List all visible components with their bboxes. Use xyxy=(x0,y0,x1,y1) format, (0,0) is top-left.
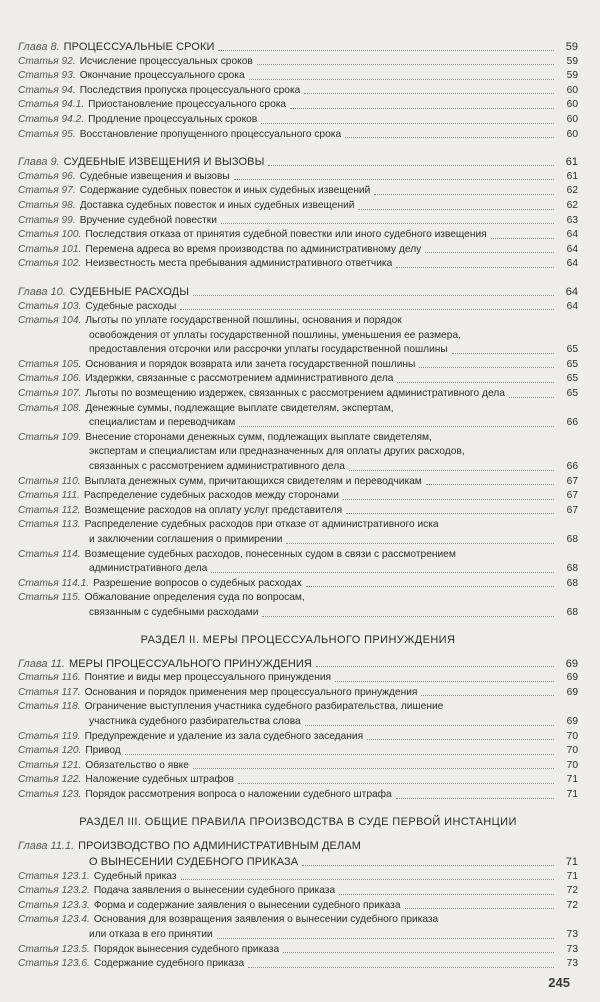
article-title: связанных с рассмотрением административного дела xyxy=(89,461,345,473)
page-ref: 73 xyxy=(566,929,578,941)
article-entry[interactable] xyxy=(18,870,578,885)
page-ref: 69 xyxy=(566,715,578,727)
dot-leader xyxy=(396,798,554,799)
dot-leader xyxy=(367,739,554,740)
article-title: Льготы по возмещению издержек, связанных с рассмотрением административного дела xyxy=(85,388,505,400)
dot-leader xyxy=(180,309,554,310)
article-title: Судебные расходы xyxy=(85,300,177,312)
article-title: Разрешение вопросов о судебных расходах xyxy=(93,577,302,589)
article-number: Статья 108. xyxy=(18,402,82,414)
article-entry[interactable] xyxy=(18,431,578,446)
page-ref: 72 xyxy=(566,899,578,911)
dot-leader xyxy=(261,123,554,124)
part-heading: РАЗДЕЛ II. МЕРЫ ПРОЦЕССУАЛЬНОГО ПРИНУЖДЕНИЯ xyxy=(140,633,456,646)
article-title: Основания и порядок возврата или зачета государственной пошлины xyxy=(85,358,416,370)
dot-leader xyxy=(234,179,554,180)
chapter-title: ПРОЦЕССУАЛЬНЫЕ СРОКИ xyxy=(63,41,215,53)
article-number: Статья 111. xyxy=(18,490,80,502)
article-number: Статья 113. xyxy=(18,519,81,531)
article-title: Порядок вынесения судебного приказа xyxy=(93,943,280,955)
page-ref: 71 xyxy=(565,856,578,869)
article-number: Статья 116. xyxy=(18,672,81,684)
dot-leader xyxy=(249,79,554,80)
article-number: Статья 94. xyxy=(18,84,76,96)
dot-leader xyxy=(283,952,554,953)
dot-leader xyxy=(218,50,554,51)
chapter-entry[interactable] xyxy=(18,285,578,300)
dot-leader xyxy=(426,484,554,485)
page-ref: 68 xyxy=(566,606,578,618)
article-number: Статья 95. xyxy=(18,128,76,140)
page-ref: 60 xyxy=(566,113,578,125)
dot-leader xyxy=(452,353,554,354)
chapter-entry[interactable] xyxy=(18,657,578,672)
entry-continuation[interactable] xyxy=(18,445,578,460)
entry-continuation[interactable] xyxy=(18,562,578,577)
article-title: Внесение сторонами денежных сумм, подлежащих выплате свидетелям, xyxy=(85,431,432,443)
page-ref: 60 xyxy=(566,128,578,140)
article-number: Статья 112. xyxy=(18,504,81,516)
article-entry[interactable] xyxy=(18,55,578,70)
section-gap xyxy=(18,272,578,281)
dot-leader xyxy=(268,165,554,166)
article-title: Форма и содержание заявления о вынесении судебного приказа xyxy=(93,899,401,911)
table-of-contents xyxy=(18,40,578,972)
article-entry[interactable] xyxy=(18,69,578,84)
article-number: Статья 122. xyxy=(18,774,82,786)
page-ref: 64 xyxy=(566,258,578,270)
article-number: Статья 110. xyxy=(18,475,81,487)
entry-continuation[interactable] xyxy=(18,460,578,475)
chapter-number: Глава 11.1. xyxy=(18,839,75,852)
article-number: Статья 123.4. xyxy=(18,914,90,926)
entry-continuation[interactable] xyxy=(18,606,578,621)
page-ref: 66 xyxy=(566,417,578,429)
chapter-number: Глава 9. xyxy=(18,156,60,169)
article-title: Перемена адреса во время производства по административному делу xyxy=(85,243,422,255)
article-title: Судебные извещения и вызовы xyxy=(79,170,230,182)
page-ref: 64 xyxy=(566,243,578,255)
chapter-title: СУДЕБНЫЕ РАСХОДЫ xyxy=(69,285,190,298)
page-ref: 61 xyxy=(566,170,578,182)
page-ref: 72 xyxy=(566,885,578,897)
article-number: Статья 104. xyxy=(18,315,82,327)
article-title: Денежные суммы, подлежащие выплате свидетелям, экспертам, xyxy=(85,402,394,414)
dot-leader xyxy=(302,865,554,866)
article-entry[interactable] xyxy=(18,913,578,928)
article-number: Статья 107. xyxy=(18,388,82,400)
article-entry[interactable] xyxy=(18,300,578,315)
article-title: Окончание процессуального срока xyxy=(79,70,245,82)
article-entry[interactable] xyxy=(18,730,578,745)
article-entry[interactable] xyxy=(18,199,578,214)
article-title: Порядок рассмотрения вопроса о наложении судебного штрафа xyxy=(85,788,392,800)
chapter-entry[interactable] xyxy=(18,839,578,854)
page-ref: 59 xyxy=(566,70,578,82)
article-number: Статья 123.6. xyxy=(18,958,90,970)
dot-leader xyxy=(248,967,554,968)
page-ref: 65 xyxy=(566,388,578,400)
dot-leader xyxy=(257,64,554,65)
chapter-number: Глава 11. xyxy=(18,657,65,670)
page-ref: 67 xyxy=(566,504,578,516)
page-ref: 71 xyxy=(566,774,578,786)
page-ref: 66 xyxy=(566,461,578,473)
article-entry[interactable] xyxy=(18,372,578,387)
dot-leader xyxy=(304,93,554,94)
chapter-entry[interactable] xyxy=(18,40,578,55)
article-entry[interactable] xyxy=(18,84,578,99)
article-number: Статья 123. xyxy=(18,788,82,800)
article-title: и заключении соглашения о примирении xyxy=(89,534,283,545)
dot-leader xyxy=(345,137,554,138)
article-entry[interactable] xyxy=(18,899,578,914)
page-ref: 68 xyxy=(566,577,578,589)
page-ref: 71 xyxy=(566,870,578,882)
page-ref: 59 xyxy=(565,41,578,53)
page-ref: 65 xyxy=(566,358,578,370)
article-number: Статья 114.1. xyxy=(18,577,90,589)
article-entry[interactable] xyxy=(18,518,578,533)
page-ref: 67 xyxy=(566,475,578,487)
article-entry[interactable] xyxy=(18,358,578,373)
dot-leader xyxy=(262,616,554,617)
article-entry[interactable] xyxy=(18,744,578,759)
article-title: Основания и порядок применения мер процессуального принуждения xyxy=(84,686,418,698)
article-title: Приостановление процессуального срока xyxy=(88,99,287,111)
article-number: Статья 118. xyxy=(18,701,81,713)
article-title: предоставления отсрочки или рассрочки уплаты государственной пошлины xyxy=(89,344,448,356)
article-title: Подача заявления о вынесении судебного приказа xyxy=(93,885,336,897)
article-number: Статья 106. xyxy=(18,373,82,385)
page-ref: 67 xyxy=(566,490,578,502)
entry-continuation[interactable] xyxy=(18,416,578,431)
article-number: Статья 93. xyxy=(18,70,76,82)
article-entry[interactable] xyxy=(18,314,578,329)
dot-leader xyxy=(211,572,554,573)
article-title: Основания для возвращения заявления о вынесении судебного приказа xyxy=(93,914,439,926)
entry-continuation[interactable] xyxy=(18,329,578,344)
article-title: Продление процессуальных сроков xyxy=(88,113,258,125)
article-number: Статья 101. xyxy=(18,243,82,255)
article-number: Статья 123.2. xyxy=(18,885,90,897)
entry-continuation[interactable] xyxy=(18,715,578,730)
page-ref: 68 xyxy=(566,563,578,575)
article-title: Предупреждение и удаление из зала судебного заседания xyxy=(84,730,364,742)
chapter-title: ПРОИЗВОДСТВО ПО АДМИНИСТРАТИВНЫМ ДЕЛАМ xyxy=(78,839,362,852)
dot-leader xyxy=(349,470,554,471)
article-entry[interactable] xyxy=(18,548,578,563)
page-ref: 59 xyxy=(566,55,578,67)
page-ref: 70 xyxy=(566,759,578,771)
article-number: Статья 102. xyxy=(18,258,82,270)
article-title: Вручение судебной повестки xyxy=(79,214,217,226)
article-title: освобождения от уплаты государственной пошлины, уменьшения ее размера, xyxy=(89,329,461,341)
dot-leader xyxy=(305,725,554,726)
article-entry[interactable] xyxy=(18,686,578,701)
article-title: Неизвестность места пребывания административного ответчика xyxy=(85,258,393,270)
article-number: Статья 99. xyxy=(18,214,76,226)
article-entry[interactable] xyxy=(18,700,578,715)
article-entry[interactable] xyxy=(18,489,578,504)
dot-leader xyxy=(193,295,554,296)
article-entry[interactable] xyxy=(18,228,578,243)
page-ref: 68 xyxy=(566,534,578,545)
article-entry[interactable] xyxy=(18,759,578,774)
article-entry[interactable] xyxy=(18,577,578,592)
article-title: Исчисление процессуальных сроков xyxy=(79,55,253,67)
article-number: Статья 92. xyxy=(18,55,76,67)
article-title: Возмещение судебных расходов, понесенных судом в связи с рассмотрением xyxy=(84,548,456,560)
article-entry[interactable] xyxy=(18,128,578,143)
article-number: Статья 103. xyxy=(18,300,82,312)
article-entry[interactable] xyxy=(18,504,578,519)
article-number: Статья 119. xyxy=(18,730,81,742)
article-title: Доставка судебных повесток и иных судебных извещений xyxy=(79,199,355,211)
page-ref: 65 xyxy=(566,344,578,356)
article-entry[interactable] xyxy=(18,387,578,402)
dot-leader xyxy=(217,938,554,939)
article-number: Статья 109. xyxy=(18,431,82,443)
dot-leader xyxy=(396,267,554,268)
article-number: Статья 123.3. xyxy=(18,899,90,911)
article-entry[interactable] xyxy=(18,671,578,686)
page-ref: 62 xyxy=(566,199,578,211)
article-entry[interactable] xyxy=(18,98,578,113)
entry-continuation[interactable] xyxy=(18,928,578,943)
article-number: Статья 123.5. xyxy=(18,943,90,955)
article-number: Статья 96. xyxy=(18,170,76,182)
article-entry[interactable] xyxy=(18,243,578,258)
article-entry[interactable] xyxy=(18,884,578,899)
article-title: Содержание судебных повесток и иных судебных извещений xyxy=(79,185,371,197)
page-ref: 73 xyxy=(566,943,578,955)
article-title: Восстановление пропущенного процессуального срока xyxy=(79,128,342,140)
dot-leader xyxy=(286,543,554,544)
article-number: Статья 123.1. xyxy=(18,870,90,882)
article-entry[interactable] xyxy=(18,170,578,185)
page-ref: 64 xyxy=(566,229,578,241)
page-ref: 63 xyxy=(566,214,578,226)
dot-leader xyxy=(358,209,554,210)
article-title: Обжалование определения суда по вопросам, xyxy=(84,592,305,604)
dot-leader xyxy=(181,879,554,880)
page-ref: 73 xyxy=(566,958,578,970)
article-number: Статья 121. xyxy=(18,759,82,771)
dot-leader xyxy=(193,768,554,769)
article-entry[interactable] xyxy=(18,591,578,606)
chapter-entry[interactable] xyxy=(18,855,578,870)
dot-leader xyxy=(509,397,554,398)
article-title: Обязательство о явке xyxy=(85,759,189,771)
article-title: участника судебного разбирательства слова xyxy=(89,715,301,727)
entry-continuation[interactable] xyxy=(18,533,578,548)
article-title: связанным с судебными расходами xyxy=(89,606,259,618)
article-number: Статья 114. xyxy=(18,548,81,560)
page-ref: 64 xyxy=(565,285,578,298)
dot-leader xyxy=(405,908,555,909)
article-entry[interactable] xyxy=(18,214,578,229)
article-title: Последствия пропуска процессуального срока xyxy=(79,84,301,96)
dot-leader xyxy=(306,586,554,587)
page-ref: 65 xyxy=(566,373,578,385)
page-ref: 69 xyxy=(565,657,578,670)
article-title: специалистам и переводчикам xyxy=(89,417,236,429)
article-title: или отказа в его принятии xyxy=(89,929,213,941)
dot-leader xyxy=(397,382,554,383)
article-entry[interactable] xyxy=(18,475,578,490)
article-number: Статья 115. xyxy=(18,592,81,604)
chapter-title: МЕРЫ ПРОЦЕССУАЛЬНОГО ПРИНУЖДЕНИЯ xyxy=(68,657,312,670)
page-ref: 60 xyxy=(566,99,578,111)
article-number: Статья 97. xyxy=(18,185,76,197)
article-number: Статья 94.1. xyxy=(18,99,85,111)
article-title: Выплата денежных сумм, причитающихся свидетелям и переводчикам xyxy=(84,475,422,487)
dot-leader xyxy=(221,223,554,224)
article-entry[interactable] xyxy=(18,957,578,972)
article-title: Распределение судебных расходов при отказе от административного иска xyxy=(84,519,439,531)
page-ref: 69 xyxy=(566,672,578,684)
dot-leader xyxy=(238,783,554,784)
dot-leader xyxy=(343,499,554,500)
page-ref: 60 xyxy=(566,84,578,96)
dot-leader xyxy=(290,108,554,109)
page-number: 245 xyxy=(548,975,570,990)
article-number: Статья 100. xyxy=(18,229,82,241)
page-ref: 62 xyxy=(566,185,578,197)
article-title: Содержание судебного приказа xyxy=(93,958,245,970)
page-ref: 61 xyxy=(565,156,578,169)
article-title: Судебный приказ xyxy=(93,870,177,882)
chapter-entry[interactable] xyxy=(18,155,578,170)
dot-leader xyxy=(421,695,554,696)
page-ref: 70 xyxy=(566,730,578,742)
article-number: Статья 120. xyxy=(18,745,82,757)
article-number: Статья 98. xyxy=(18,199,76,211)
article-title: Ограничение выступления участника судебного разбирательства, лишение xyxy=(84,701,444,713)
article-number: Статья 117. xyxy=(18,686,81,698)
chapter-number: Глава 8. xyxy=(18,41,60,53)
dot-leader xyxy=(346,513,554,514)
article-entry[interactable] xyxy=(18,113,578,128)
article-entry[interactable] xyxy=(18,184,578,199)
article-title: Издержки, связанные с рассмотрением административного дела xyxy=(85,373,394,385)
dot-leader xyxy=(335,681,554,682)
dot-leader xyxy=(239,426,554,427)
article-entry[interactable] xyxy=(18,943,578,958)
article-entry[interactable] xyxy=(18,257,578,272)
article-title: Льготы по уплате государственной пошлины, основания и порядок xyxy=(85,315,402,327)
dot-leader xyxy=(419,367,554,368)
section-gap xyxy=(18,142,578,151)
article-number: Статья 105. xyxy=(18,358,82,370)
chapter-title: О ВЫНЕСЕНИИ СУДЕБНОГО ПРИКАЗА xyxy=(89,856,299,869)
dot-leader xyxy=(491,238,554,239)
article-title: Возмещение расходов на оплату услуг представителя xyxy=(84,504,343,516)
article-title: Наложение судебных штрафов xyxy=(85,774,234,786)
dot-leader xyxy=(316,666,554,667)
chapter-title: СУДЕБНЫЕ ИЗВЕЩЕНИЯ И ВЫЗОВЫ xyxy=(63,156,265,169)
article-entry[interactable] xyxy=(18,773,578,788)
part-heading: РАЗДЕЛ III. ОБЩИЕ ПРАВИЛА ПРОИЗВОДСТВА В СУДЕ ПЕРВОЙ ИНСТАНЦИИ xyxy=(79,815,517,828)
article-title: экспертам и специалистам или предназначенных для оплаты других расходов, xyxy=(89,446,465,458)
article-entry[interactable] xyxy=(18,788,578,803)
page-ref: 71 xyxy=(566,788,578,800)
article-title: Понятие и виды мер процессуального принуждения xyxy=(84,672,332,684)
article-title: административного дела xyxy=(89,563,208,575)
dot-leader xyxy=(425,252,554,253)
page-ref: 70 xyxy=(566,745,578,757)
dot-leader xyxy=(374,194,554,195)
entry-continuation[interactable] xyxy=(18,343,578,358)
article-title: Привод xyxy=(85,745,121,757)
article-title: Распределение судебных расходов между сторонами xyxy=(83,490,339,502)
page-ref: 64 xyxy=(566,300,578,312)
chapter-number: Глава 10. xyxy=(18,285,66,298)
article-entry[interactable] xyxy=(18,402,578,417)
article-number: Статья 94.2. xyxy=(18,113,85,125)
page-ref: 69 xyxy=(566,686,578,698)
article-title: Последствия отказа от принятия судебной повестки или иного судебного извещения xyxy=(85,229,487,241)
dot-leader xyxy=(339,894,554,895)
dot-leader xyxy=(125,754,554,755)
